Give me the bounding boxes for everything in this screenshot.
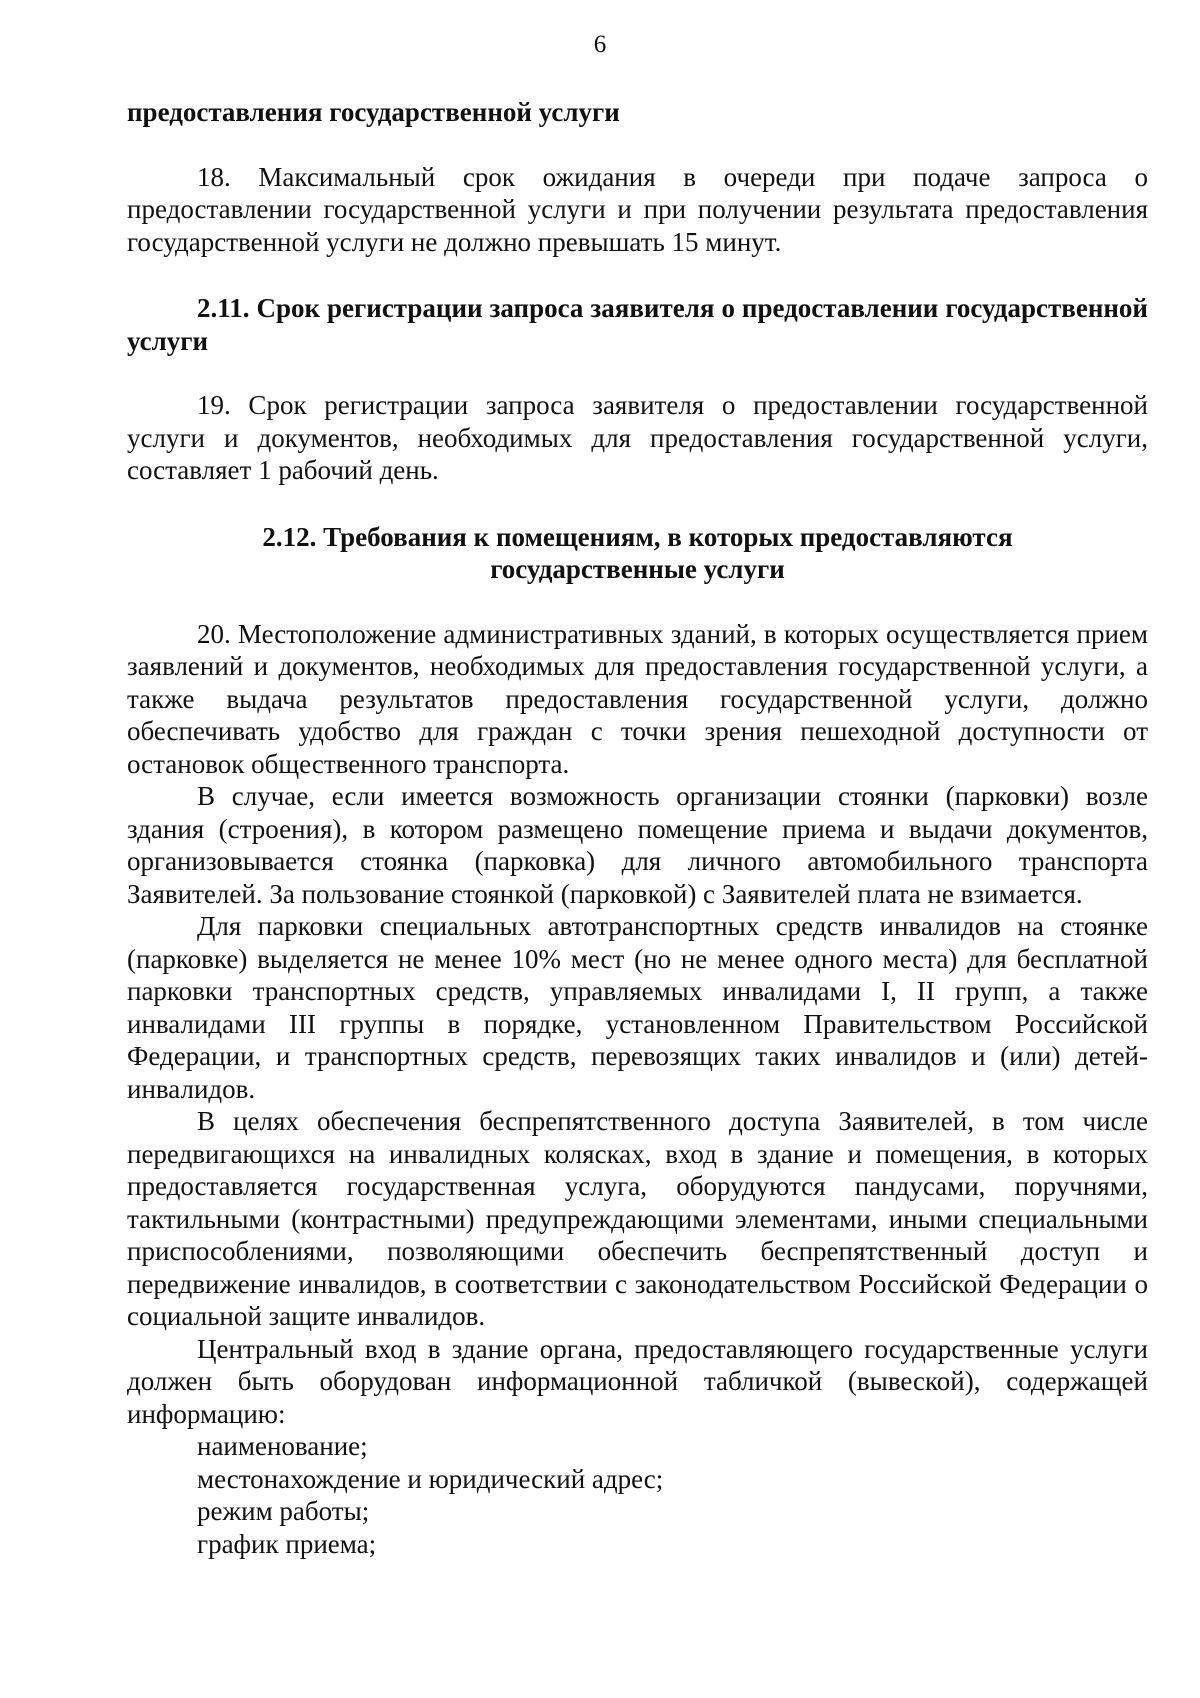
continuation-heading: предоставления государственной услуги: [127, 97, 620, 127]
paragraph-parking: В случае, если имеется возможность организации стоянки (парковки) возле здания (строения), в котором размещено помещение приема и выдачи документов, организовывается стоянка (парковка) для личного автомобильного транспорта Заявителей. За пользование стоянкой (парковкой) с Заявителей плата не взимается.: [127, 781, 1148, 909]
paragraph-18: 18. Максимальный срок ожидания в очереди при подаче запроса о предоставлении государственной услуги и при получении результата предоставления государственной услуги не должно превышать 15 минут.: [127, 161, 1148, 257]
paragraph-accessibility: В целях обеспечения беспрепятственного доступа Заявителей, в том числе передвигающихся на инвалидных колясках, вход в здание и помещения, в которых предоставляется государственная услуга, оборудуются пандусами, поручнями, тактильными (контрастными) предупреждающими элементами, иными специальными приспособлениями, позволяющими обеспечить беспрепятственный доступ и передвижение инвалидов, в соответствии с законодательством Российской Федерации о социальной защите инвалидов.: [127, 1106, 1148, 1331]
section-heading-2-12-line1: 2.12. Требования к помещениям, в которых предоставляются: [262, 521, 1013, 552]
info-list: [127, 1430, 1148, 1560]
list-item: график приема;: [197, 1528, 377, 1559]
paragraph-disabled-parking: Для парковки специальных автотранспортных средств инвалидов на стоянке (парковке) выделяется не менее 10% мест (но не менее одного места) для бесплатной парковки транспортных средств, управляемых инвалидами I, II групп, а также инвалидами III группы в порядке, установленном Правительством Российской Федерации, и транспортных средств, перевозящих таких инвалидов и (или) детей-инвалидов.: [127, 911, 1148, 1104]
page-number: 6: [593, 31, 607, 58]
section-heading-2-12: [127, 521, 1148, 586]
list-item: наименование;: [197, 1431, 368, 1461]
list-item: местонахождение и юридический адрес;: [197, 1463, 664, 1494]
paragraph-entrance-sign: Центральный вход в здание органа, предоставляющего государственные услуги должен быть оборудован информационной табличкой (вывеской), содержащей информацию:: [127, 1333, 1148, 1429]
section-heading-2-11: 2.11. Срок регистрации запроса заявителя о предоставлении государственной услуги: [127, 293, 1148, 356]
paragraph-19: 19. Срок регистрации запроса заявителя о предоставлении государственной услуги и документов, необходимых для предоставления государственной услуги, составляет 1 рабочий день.: [127, 390, 1148, 485]
section-heading-2-12-line2: государственные услуги: [490, 554, 785, 584]
list-item: режим работы;: [197, 1496, 370, 1526]
document-body: [127, 96, 1148, 1560]
paragraph-20: 20. Местоположение административных зданий, в которых осуществляется прием заявлений и документов, необходимых для предоставления государственной услуги, а также выдача результатов предоставления государственной услуги, должно обеспечивать удобство для граждан с точки зрения пешеходной доступности от остановок общественного транспорта.: [127, 618, 1148, 779]
